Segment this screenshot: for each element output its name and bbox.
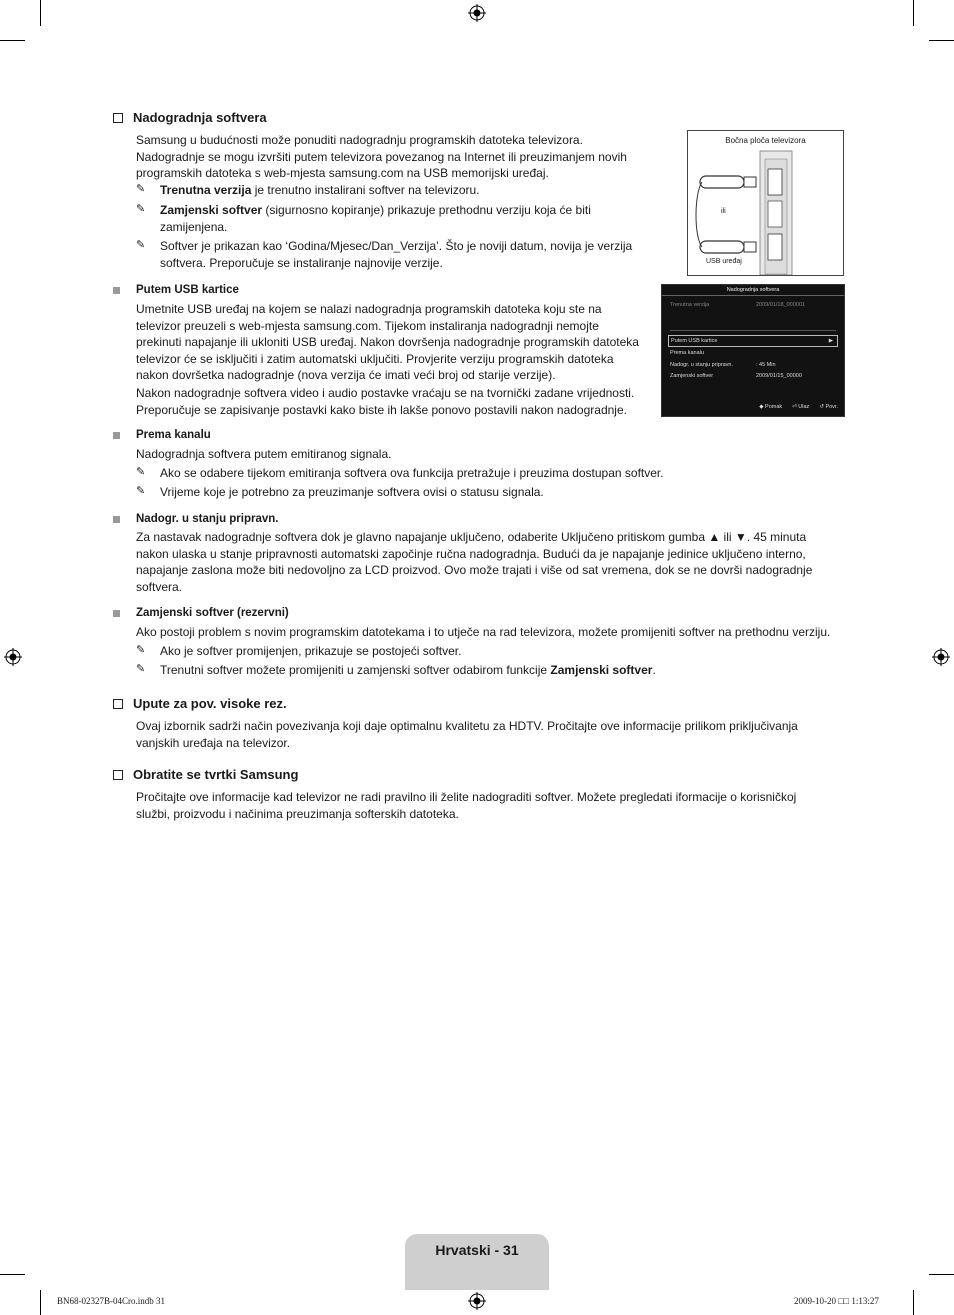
crop-mark — [929, 1274, 954, 1275]
note-alternate-software: ✎ Zamjenski softver (sigurnosno kopiranje) prikazuje prethodnu verziju koja će biti zamijenjena. — [136, 203, 591, 234]
dpad-icon: ◆ — [759, 404, 764, 410]
note-icon: ✎ — [136, 183, 146, 195]
crop-mark — [929, 40, 954, 41]
checkbox-icon — [113, 113, 123, 123]
section-title-contact-samsung: Obratite se tvrtki Samsung — [113, 767, 298, 782]
section-title-software-upgrade: Nadogradnja softvera — [113, 110, 267, 125]
note-channel-1: ✎ Ako se odabere tijekom emitiranja softvera ova funkcija pretražuje i preuzima dostupan softver. — [136, 466, 664, 480]
bullet-standby: Nadogr. u stanju pripravn. — [113, 513, 279, 525]
crop-mark — [0, 1274, 25, 1275]
diagram-caption-top: Bočna ploča televizora — [725, 136, 806, 145]
software-upgrade-intro: Samsung u budućnosti može ponuditi nadogradnju programskih datoteka televizora. Nadogradnje se mogu izvršiti putem televizora povezanog na Internet ili preuzimanjem novih programskih datoteka s web-mjesta samsung.com na USB memorijski uređaj. — [136, 133, 627, 180]
registration-mark-icon — [468, 4, 486, 22]
bullet-channel: Prema kanalu — [113, 429, 211, 441]
tv-menu-footer — [759, 404, 838, 410]
registration-mark-icon — [468, 1292, 486, 1310]
diagram-caption-usb: USB uređaj — [706, 258, 742, 265]
crop-mark — [40, 1290, 41, 1315]
arrow-right-icon: ▶ — [828, 338, 833, 344]
tv-menu-divider — [670, 330, 836, 331]
square-bullet-icon — [113, 432, 120, 439]
tv-menu-item-alternate[interactable]: Zamjenski softver 2009/01/15_00000 — [670, 373, 802, 379]
bullet-alternate: Zamjenski softver (rezervni) — [113, 607, 289, 619]
enter-hint: ⏎ Ulaz — [792, 404, 810, 410]
channel-paragraph: Nadogradnja softvera putem emitiranog signala. — [136, 447, 392, 461]
square-bullet-icon — [113, 610, 120, 617]
contact-samsung-paragraph: Pročitajte ove informacije kad televizor ne radi pravilno ili želite nadograditi softver. Možete pregledati iformacije o korisničkoj službi, proizvodu i načinima preuzimanja softerskih datoteka. — [136, 790, 797, 821]
tv-menu-item-channel[interactable]: Prema kanalu — [670, 350, 704, 356]
crop-mark — [40, 0, 41, 26]
note-channel-2: ✎ Vrijeme koje je potrebno za preuzimanje softvera ovisi o statusu signala. — [136, 485, 544, 499]
diagram-caption-or: ili — [721, 208, 726, 215]
back-hint: ↺ Povr. — [819, 404, 838, 410]
standby-paragraph: Za nastavak nadogradnje softvera dok je glavno napajanje uključeno, odaberite Uključeno pritiskom gumba ▲ ili ▼. 45 minuta nakon ulaska u stanje pripravnosti automatski započinje ručna nadogradnja. Budući da je napajanje jedinice uključeno interno, napajanje zaslona može biti nedovoljno za LCD proizvod. Ovo može trajati i više od sat vremena, dok se ne dovrši nadogradnje softvera. — [136, 530, 813, 594]
registration-mark-icon — [932, 648, 950, 666]
checkbox-icon — [113, 770, 123, 780]
square-bullet-icon — [113, 516, 120, 523]
hd-guide-paragraph: Ovaj izbornik sadrži način povezivanja koji daje optimalnu kvalitetu za HDTV. Pročitajte ove informacije prilikom priključivanja vanjskih uređaja na televizor. — [136, 719, 798, 750]
tv-menu-screenshot — [661, 284, 845, 417]
return-icon: ↺ — [819, 404, 824, 410]
note-icon: ✎ — [136, 239, 146, 251]
note-alternate-1: ✎ Ako je softver promijenjen, prikazuje se postojeći softver. — [136, 644, 462, 658]
usb-paragraph-1: Umetnite USB uređaj na kojem se nalazi nadogradnja programskih datoteka koju ste na televizor preuzeli s web-mjesta samsung.com. Tijekom instaliranja nadogradnji nemojte prekinuti napajanje ili ukloniti USB uređaj. Nakon dovršenja nadogradnje programskih datoteka televizor će se isključiti i zatim automatski uključiti. Provjerite verziju programskih datoteka nakon dovršetka nadogradnje (nova verzija će imati veći broj od starije verzije). — [136, 302, 639, 382]
crop-mark — [913, 1290, 914, 1315]
print-footer-date: 2009-10-20 □□ 1:13:27 — [794, 1296, 879, 1306]
crop-mark — [0, 40, 25, 41]
note-current-version: ✎ Trenutna verzija je trenutno instalirani softver na televizoru. — [136, 183, 480, 197]
note-icon: ✎ — [136, 663, 146, 675]
note-icon: ✎ — [136, 466, 146, 478]
note-version-format: ✎ Softver je prikazan kao ‘Godina/Mjesec/Dan_Verzija’. Što je noviji datum, novija je verzija softvera. Preporučuje se instaliranje najnovije verzije. — [136, 239, 633, 270]
note-icon: ✎ — [136, 644, 146, 656]
print-footer-file: BN68-02327B-04Cro.indb 31 — [57, 1296, 165, 1306]
tv-menu-item-usb[interactable]: Putem USB kartice ▶ — [668, 335, 838, 347]
tv-side-panel-diagram — [687, 130, 844, 276]
enter-icon: ⏎ — [792, 404, 797, 410]
crop-mark — [913, 0, 914, 26]
page-number-label: Hrvatski - 31 — [435, 1242, 519, 1258]
checkbox-icon — [113, 699, 123, 709]
note-icon: ✎ — [136, 485, 146, 497]
registration-mark-icon — [4, 648, 22, 666]
usb-paragraph-2: Nakon nadogradnje softvera video i audio postavke vraćaju se na tvornički zadane vrijednosti. Preporučuje se zapisivanje postavki kako biste ih lakše ponovo postavili nakon nadogradnje. — [136, 386, 635, 417]
bullet-usb: Putem USB kartice — [113, 284, 239, 296]
tv-menu-title: Nadogradnja softvera — [662, 287, 844, 296]
square-bullet-icon — [113, 287, 120, 294]
page-number-tab — [405, 1234, 549, 1290]
usb-connection-illustration — [688, 149, 843, 275]
move-hint: ◆ Pomak — [759, 404, 783, 410]
note-alternate-2: ✎ Trenutni softver možete promijeniti u zamjenski softver odabirom funkcije Zamjenski softver. — [136, 663, 656, 677]
section-title-hd-guide: Upute za pov. visoke rez. — [113, 696, 287, 711]
note-icon: ✎ — [136, 203, 146, 215]
alternate-paragraph: Ako postoji problem s novim programskim datotekama i to utječe na rad televizora, možete promijeniti softver na prethodnu verziju. — [136, 625, 831, 639]
tv-menu-item-standby[interactable]: Nadogr. u stanju pripravn. : 45 Min — [670, 362, 776, 368]
tv-menu-current-version: Trenutna verzija 2009/01/18_000001 — [670, 302, 805, 308]
